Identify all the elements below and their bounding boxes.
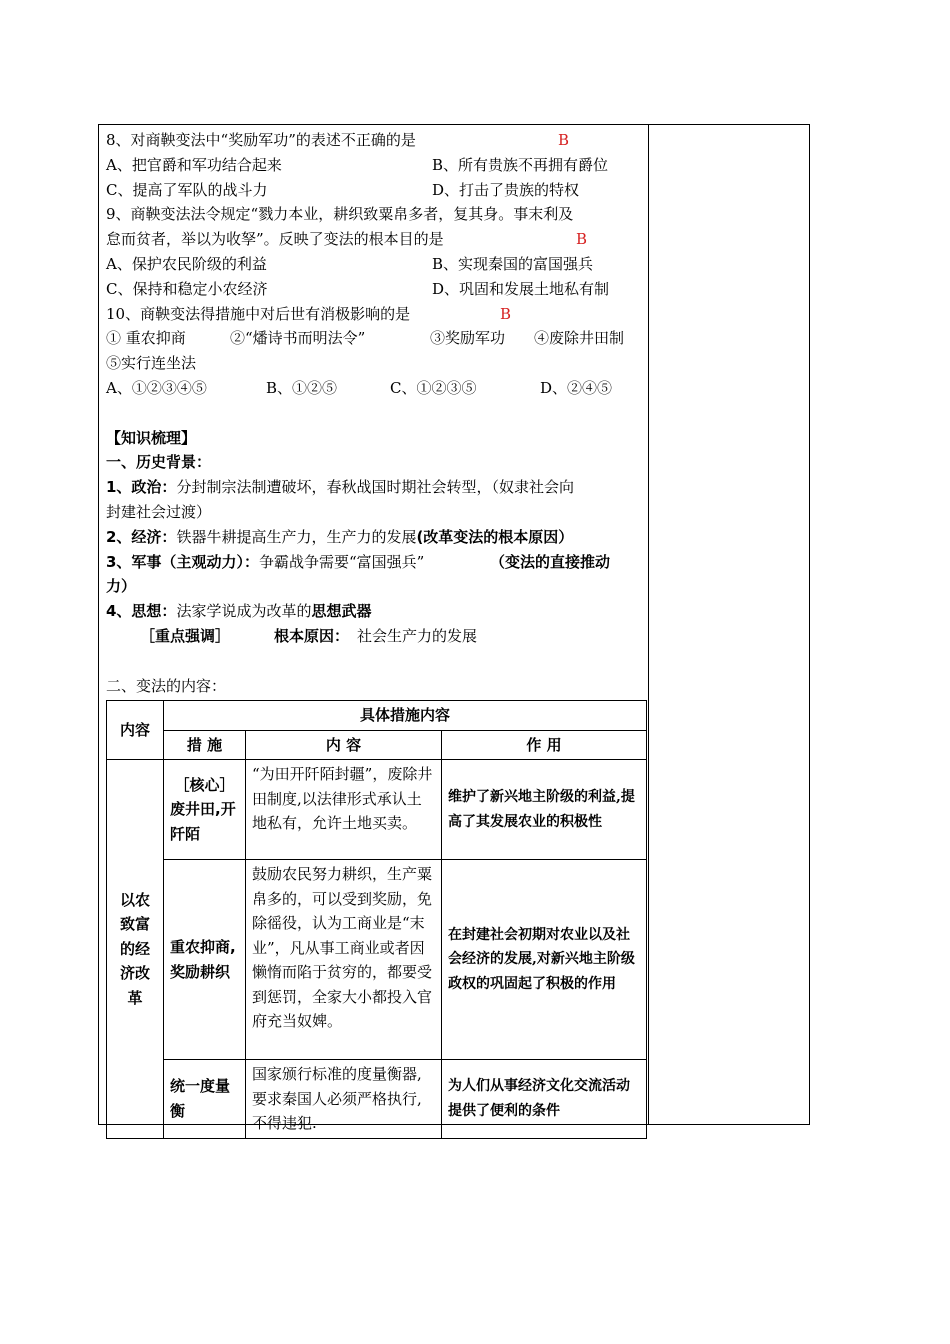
politics-line-1 — [106, 475, 641, 500]
q8-stem: 8、对商鞅变法中“奖励军功”的表述不正确的是 — [106, 131, 416, 149]
header-measure: 措 施 — [164, 730, 246, 760]
economy-text: 铁器牛耕提高生产力，生产力的发展 — [176, 527, 417, 546]
emphasis-line — [106, 624, 641, 649]
column-divider — [648, 125, 649, 1124]
economy-label: 2、经济： — [106, 527, 177, 546]
q10-option-a: A、①②③④⑤ — [106, 378, 207, 397]
q10-item-5: ⑤实行连坐法 — [106, 354, 197, 373]
military-note-2: 力） — [106, 577, 137, 596]
q8-option-a: A、把官爵和军功结合起来 — [106, 155, 282, 174]
q9-stem-2: 怠而贫者，举以为收孥”。反映了变法的根本目的是 — [106, 230, 444, 249]
q9-stem-1: 9、商鞅变法法令规定“戮力本业，耕织致粟帛多者，复其身。事末利及 — [106, 205, 574, 224]
thought-emphasis: 思想武器 — [311, 602, 372, 621]
q9-answer: B — [576, 230, 588, 249]
content-cell: 国家颁行标准的度量衡器,要求秦国人必须严格执行,不得违犯. — [246, 1060, 442, 1139]
q10-option-c: C、①②③⑤ — [390, 378, 477, 397]
q8-option-d: D、打击了贵族的特权 — [432, 180, 580, 199]
emphasis-key: 根本原因： — [274, 626, 350, 645]
question-9-line2 — [106, 227, 641, 252]
measure-tag: ［核心］ — [174, 775, 235, 794]
politics-line-2 — [106, 500, 641, 525]
effect-cell: 为人们从事经济文化交流活动提供了便利的条件 — [442, 1060, 647, 1139]
category-cell: 以农致富的经济改革 — [107, 760, 164, 1139]
thought-line — [106, 599, 641, 624]
header-specific: 具体措施内容 — [164, 701, 647, 731]
content-cell: “为田开阡陌封疆”，废除井田制度,以法律形式承认土地私有，允许土地买卖。 — [246, 760, 442, 860]
measure-text: 废井田,开阡陌 — [170, 800, 236, 843]
q10-options — [106, 376, 641, 401]
q10-items-2 — [106, 351, 641, 376]
page-frame — [98, 124, 810, 1132]
knowledge-heading: 【知识梳理】 — [106, 428, 197, 447]
question-10 — [106, 302, 641, 327]
q10-option-b: B、①②⑤ — [266, 378, 338, 397]
measure-cell: 重农抑商,奖励耕织 — [164, 860, 246, 1060]
q10-item-2: ②“燔诗书而明法令” — [230, 329, 366, 348]
economy-note: (改革变法的根本原因） — [416, 527, 574, 546]
q9-option-c: C、保持和稳定小农经济 — [106, 279, 268, 298]
q9-option-b: B、实现秦国的富国强兵 — [432, 254, 594, 273]
effect-cell: 在封建社会初期对农业以及社会经济的发展,对新兴地主阶级政权的巩固起了积极的作用 — [442, 860, 647, 1060]
q10-item-1: ① 重农抑商 — [106, 329, 186, 348]
emphasis-text: 社会生产力的发展 — [357, 626, 478, 645]
section-1-title: 一、历史背景： — [106, 453, 212, 472]
q8-option-b: B、所有贵族不再拥有爵位 — [432, 155, 609, 174]
military-note-1: （变法的直接推动 — [490, 552, 611, 571]
q10-option-d: D、②④⑤ — [540, 378, 613, 397]
section-2-title: 二、变法的内容： — [106, 676, 227, 695]
main-column — [106, 128, 641, 1132]
q8-answer: B — [558, 131, 570, 149]
military-line-1 — [106, 550, 641, 575]
q8-option-c: C、提高了军队的战斗力 — [106, 180, 268, 199]
q9-option-a: A、保护农民阶级的利益 — [106, 254, 267, 273]
q8-options-cd — [106, 178, 641, 203]
q9-options-ab — [106, 252, 641, 277]
q10-item-3: ③奖励军功 — [430, 329, 506, 348]
q9-options-cd — [106, 277, 641, 302]
header-content: 内容 — [107, 701, 164, 760]
content-cell: 鼓励农民努力耕织，生产粟帛多的，可以受到奖励，免除徭役，认为工商业是“末业”，凡从事工商业或者因懒惰而陷于贫穷的，都要受到惩罚，全家大小都投入官府充当奴婢。 — [246, 860, 442, 1060]
question-9-line1 — [106, 202, 641, 227]
q10-item-4: ④废除井田制 — [534, 329, 625, 348]
q10-items — [106, 326, 641, 351]
politics-label: 1、政治： — [106, 478, 177, 497]
q10-answer: B — [500, 304, 512, 323]
q10-stem: 10、商鞅变法得措施中对后世有消极影响的是 — [106, 304, 411, 323]
politics-text-1: 分封制宗法制遭破坏，春秋战国时期社会转型，（奴隶社会向 — [176, 478, 574, 497]
measure-cell: 统一度量衡 — [164, 1060, 246, 1139]
header-effect: 作 用 — [442, 730, 647, 760]
military-label: 3、军事（主观动力）： — [106, 552, 259, 571]
measure-cell — [164, 760, 246, 860]
question-8 — [106, 128, 641, 153]
thought-text: 法家学说成为改革的 — [176, 602, 312, 621]
q9-option-d: D、巩固和发展土地私有制 — [432, 279, 610, 298]
emphasis-label: ［重点强调］ — [140, 626, 231, 645]
table-row — [107, 1060, 647, 1139]
military-text: 争霸战争需要“富国强兵” — [258, 552, 425, 571]
economy-line — [106, 525, 641, 550]
table-row — [107, 860, 647, 1060]
thought-label: 4、思想： — [106, 602, 177, 621]
table-row — [107, 760, 647, 860]
effect-cell: 维护了新兴地主阶级的利益,提高了其发展农业的积极性 — [442, 760, 647, 860]
politics-text-2: 封建社会过渡） — [106, 502, 212, 521]
q8-options-ab — [106, 153, 641, 178]
header-detail: 内 容 — [246, 730, 442, 760]
reform-table — [106, 700, 647, 1139]
